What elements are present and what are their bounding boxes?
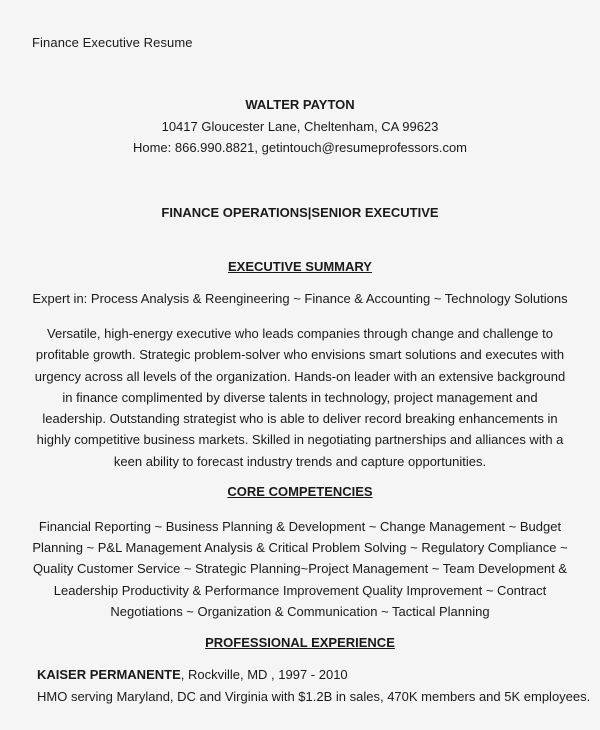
document-title: Finance Executive Resume — [32, 35, 193, 50]
resume-headline: FINANCE OPERATIONS|SENIOR EXECUTIVE — [161, 205, 439, 220]
expertise-line: Expert in: Process Analysis & Reengineering ~ Finance & Accounting ~ Technology Solutions — [32, 291, 568, 306]
candidate-address: 10417 Gloucester Lane, Cheltenham, CA 99623 — [161, 119, 439, 134]
job-description: HMO serving Maryland, DC and Virginia with $1.2B in sales, 470K members and 5K employees. — [37, 689, 591, 704]
core-competencies-heading: CORE COMPETENCIES — [227, 484, 373, 499]
competencies-list: Financial Reporting ~ Business Planning & Development ~ Change Management ~ Budget Planning ~ P&L Management Analysis & Critical Problem Solving ~ Regulatory Compliance ~ Quality Customer Service ~ Strategic Planning~Project Management ~ Team Development & Leadership Productivity & Performance Improvement Quality Improvement ~ Contract Negotiations ~ Organization & Communication ~ Tactical Planning — [32, 519, 568, 619]
candidate-contact: Home: 866.990.8821, getintouch@resumeprofessors.com — [132, 140, 468, 155]
job-details: , Rockville, MD , 1997 - 2010 — [180, 667, 348, 682]
candidate-name: WALTER PAYTON — [245, 97, 355, 112]
job-entry-header — [37, 667, 348, 682]
executive-summary-heading: EXECUTIVE SUMMARY — [228, 259, 372, 274]
job-company: KAISER PERMANENTE — [37, 667, 181, 682]
summary-paragraph: Versatile, high-energy executive who leads companies through change and challenge to profitable growth. Strategic problem-solver who envisions smart solutions and executes with urgency across all levels of the organization. Hands-on leader with an extensive background in finance complimented by diverse talents in technology, project management and leadership. Outstanding strategist who is able to deliver record breaking enhancements in highly competitive business markets. Skilled in negotiating partnerships and alliances with a keen ability to forecast industry trends and capture opportunities. — [34, 326, 566, 469]
professional-experience-heading: PROFESSIONAL EXPERIENCE — [205, 635, 395, 650]
